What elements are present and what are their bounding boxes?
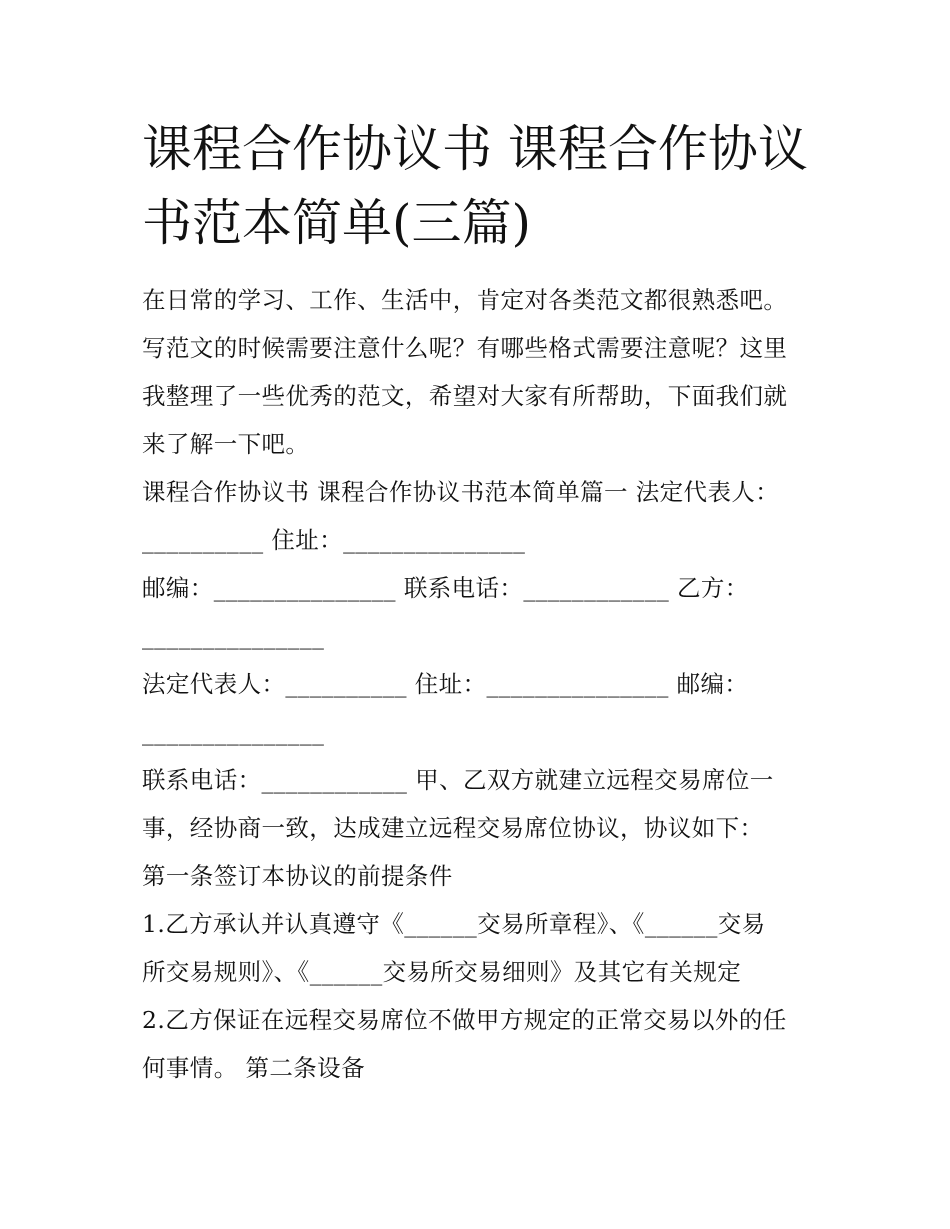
- paragraph-line: 所交易规则》、《______交易所交易细则》及其它有关规定: [142, 958, 742, 986]
- paragraph-line: 写范文的时候需要注意什么呢？有哪些格式需要注意呢？这里: [142, 334, 788, 362]
- document-body: [142, 276, 822, 1092]
- paragraph-line: 1.乙方承认并认真遵守《______交易所章程》、《______交易: [142, 910, 766, 938]
- paragraph-line: 何事情。 第二条设备: [142, 1054, 365, 1082]
- paragraph-line: 第一条签订本协议的前提条件: [142, 862, 453, 890]
- paragraph-line: 课程合作协议书 课程合作协议书范本简单篇一 法定代表人：: [142, 478, 780, 506]
- paragraph-line: 2.乙方保证在远程交易席位不做甲方规定的正常交易以外的任: [142, 1006, 787, 1034]
- paragraph-line: _______________: [142, 718, 325, 746]
- paragraph-line: 事，经协商一致，达成建立远程交易席位协议，协议如下：: [142, 814, 764, 842]
- paragraph-line: _______________: [142, 622, 325, 650]
- paragraph-line: 邮编：_______________ 联系电话：____________ 乙方：: [142, 574, 749, 602]
- paragraph-line: 我整理了一些优秀的范文，希望对大家有所帮助，下面我们就: [142, 382, 788, 410]
- title-line-2: 书范本简单(三篇): [142, 194, 532, 252]
- paragraph-line: 法定代表人：__________ 住址：_______________ 邮编：: [142, 670, 749, 698]
- paragraph-line: 来了解一下吧。: [142, 430, 310, 458]
- title-line-1: 课程合作协议书 课程合作协议: [142, 120, 808, 178]
- document-title: [142, 112, 842, 260]
- paragraph-line: 在日常的学习、工作、生活中，肯定对各类范文都很熟悉吧。: [142, 286, 788, 314]
- paragraph-line: __________ 住址：_______________: [142, 526, 526, 554]
- paragraph-line: 联系电话：____________ 甲、乙双方就建立远程交易席位一: [142, 766, 774, 794]
